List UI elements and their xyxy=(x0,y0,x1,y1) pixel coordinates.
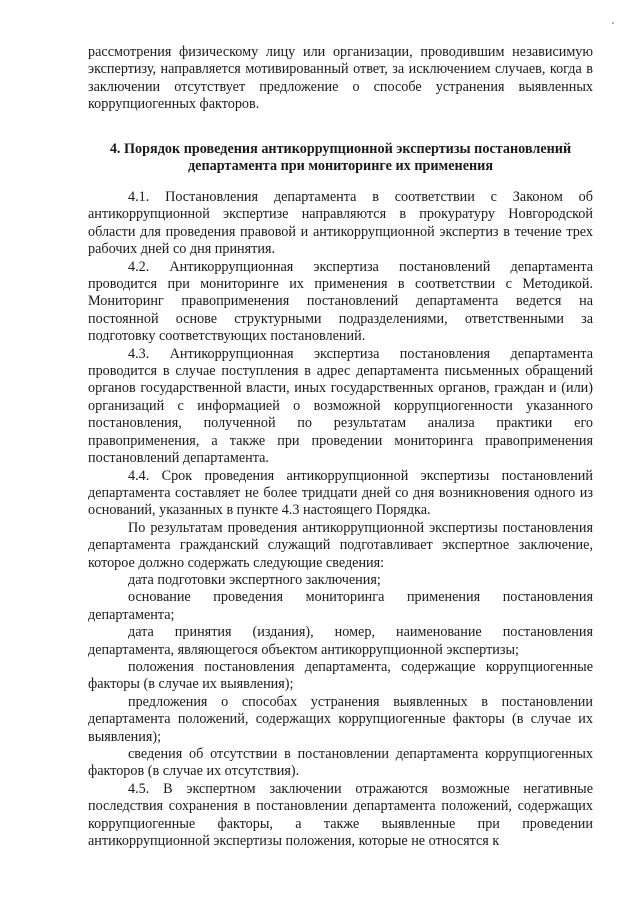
paragraph-4-4: 4.4. Срок проведения антикоррупционной экспертизы постановлений департамента составляет не более тридцати дней со дня возникновения одного из оснований, указанных в пункте 4.3 настоящего Порядка. xyxy=(88,467,593,519)
paragraph-results: По результатам проведения антикоррупционной экспертизы постановления департамента гражданский служащий подготавливает экспертное заключение, которое должно содержать следующие сведения: xyxy=(88,519,593,571)
paragraph-4-1: 4.1. Постановления департамента в соответствии с Законом об антикоррупционной экспертизе направляются в прокуратуру Новгородской области для проведения правовой и антикоррупционной экспертиз в течение трех рабочих дней со дня принятия. xyxy=(88,189,593,258)
continuation-block xyxy=(88,44,593,114)
list-item: сведения об отсутствии в постановлении департамента коррупциогенных факторов (в случае их отсутствия). xyxy=(88,746,593,780)
list-item: предложения о способах устранения выявленных в постановлении департамента положений, содержащих коррупциогенные факторы (в случае их выявления); xyxy=(88,693,593,745)
list-item: дата принятия (издания), номер, наименование постановления департамента, являющегося объектом антикоррупционной экспертизы; xyxy=(88,624,593,658)
paragraph-4-2: 4.2. Антикоррупционная экспертиза постановлений департамента проводится при мониторинге их применения в соответствии с Методикой. Мониторинг правоприменения постановлений департамента ведется на постоянной основе структурными подразделениями, ответственными за подготовку соответствующих постановлений. xyxy=(88,258,593,345)
list-item: дата подготовки экспертного заключения; xyxy=(128,571,381,588)
paragraph-4-5: 4.5. В экспертном заключении отражаются возможные негативные последствия сохранения в постановлении департамента положений, содержащих коррупциогенные факторы, а также выявленные при проведении антикоррупционной экспертизы положения, которые не относятся к xyxy=(88,780,593,850)
paragraph-4-3: 4.3. Антикоррупционная экспертиза постановления департамента проводится в случае поступления в адрес департамента письменных обращений органов государственной власти, иных государственных органов, граждан и (или) организаций с информацией о возможной коррупциогенности указанного постановления, полученной по результатам анализа практики его правоприменения, а также при проведении мониторинга правоприменения постановлений департамента. xyxy=(88,345,593,467)
scan-speck xyxy=(612,22,614,24)
list-item: основание проведения мониторинга применения постановления департамента; xyxy=(88,589,593,623)
section-body xyxy=(88,189,593,850)
continuation-paragraph: рассмотрения физическому лицу или организации, проводившим независимую экспертизу, направляется мотивированный ответ, за исключением случаев, когда в заключении отсутствует предложение о способе устранения выявленных коррупциогенных факторов. xyxy=(88,44,593,113)
list-item: положения постановления департамента, содержащие коррупциогенные факторы (в случае их выявления); xyxy=(88,658,593,693)
section-heading: 4. Порядок проведения антикоррупционной экспертизы постановлений департамента при мониторинге их применения xyxy=(109,141,572,175)
